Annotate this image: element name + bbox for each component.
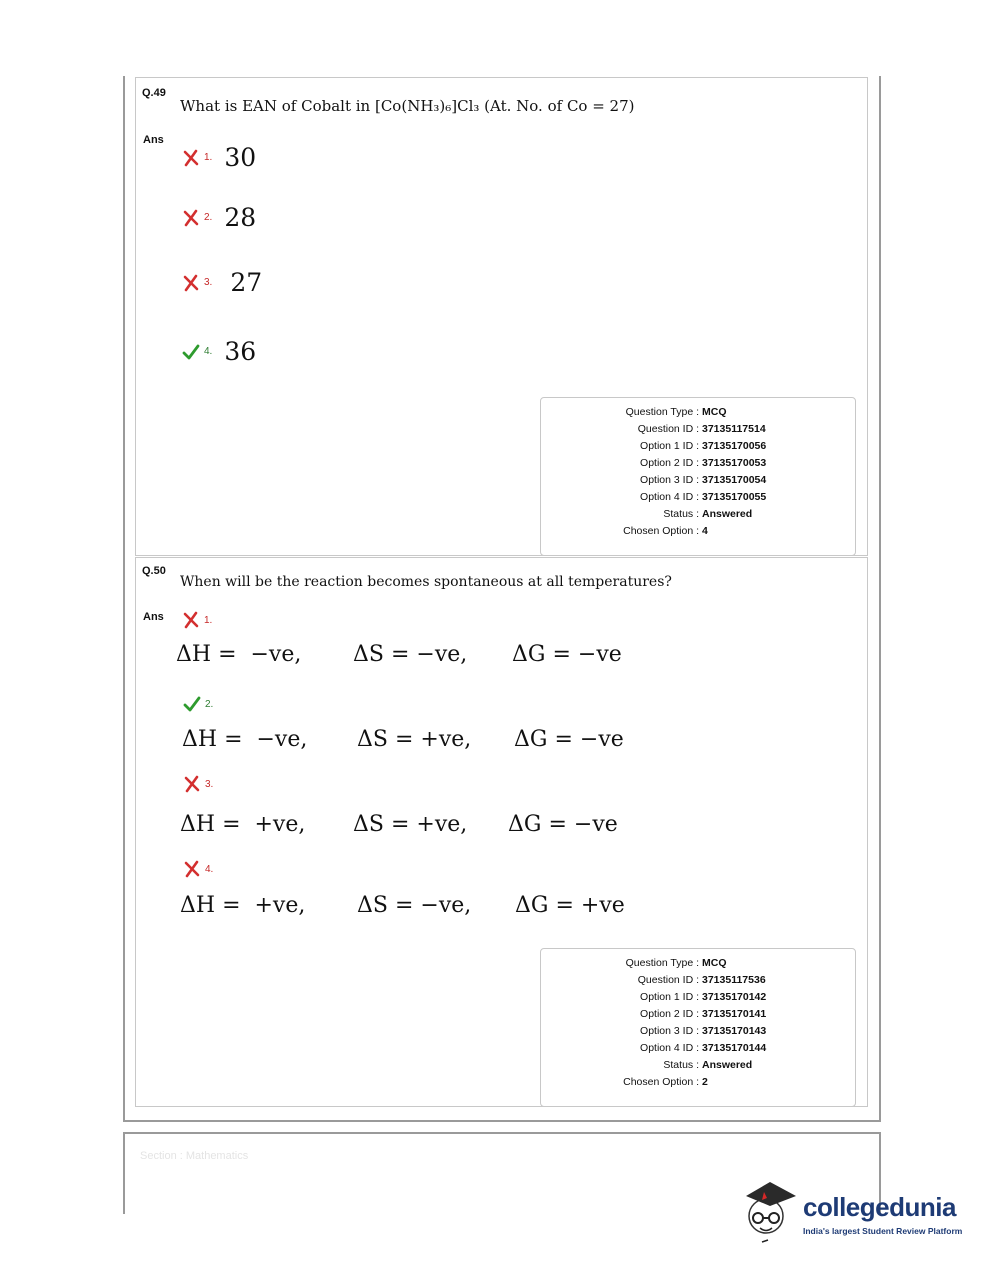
meta-row: Chosen Option : 2 xyxy=(623,1076,708,1088)
delta-h: ΔH = +ve, xyxy=(180,812,306,837)
question-number: Q.50 xyxy=(142,565,166,577)
option-number: 1. xyxy=(204,614,213,626)
option-2-marker xyxy=(183,695,213,713)
option-value: 27 xyxy=(230,268,263,297)
cross-icon xyxy=(183,860,201,878)
option-3-marker xyxy=(183,775,213,793)
option-1 xyxy=(182,143,256,172)
brand-name: collegedunia xyxy=(803,1192,956,1222)
meta-row: Option 3 ID : 37135170143 xyxy=(640,1025,767,1037)
delta-s: ΔS = −ve, xyxy=(357,893,472,918)
option-4-marker xyxy=(183,860,213,878)
cross-icon xyxy=(182,149,200,167)
meta-row: Chosen Option : 4 xyxy=(623,525,708,537)
cross-icon xyxy=(182,274,200,292)
meta-row: Option 2 ID : 37135170053 xyxy=(640,457,767,469)
delta-g: ΔG = +ve xyxy=(515,893,625,918)
option-value: 28 xyxy=(224,203,257,232)
delta-g: ΔG = −ve xyxy=(514,727,624,752)
meta-row: Question ID : 37135117514 xyxy=(637,423,766,435)
cross-icon xyxy=(182,611,200,629)
meta-row: Option 1 ID : 37135170056 xyxy=(640,440,767,452)
meta-row: Option 4 ID : 37135170055 xyxy=(640,491,767,503)
question-text: When will be the reaction becomes spontaneous at all temperatures? xyxy=(180,574,672,590)
option-1-marker xyxy=(182,611,212,629)
brand-tagline: India's largest Student Review Platform xyxy=(803,1226,963,1236)
check-icon xyxy=(183,695,201,713)
option-number: 2. xyxy=(205,698,214,710)
delta-h: ΔH = −ve, xyxy=(182,727,308,752)
meta-row: Question Type : MCQ xyxy=(625,957,727,969)
meta-row: Option 2 ID : 37135170141 xyxy=(640,1008,767,1020)
option-number: 3. xyxy=(205,778,214,790)
meta-row: Question ID : 37135117536 xyxy=(637,974,766,986)
cross-icon xyxy=(182,209,200,227)
meta-row: Question Type : MCQ xyxy=(625,406,727,418)
meta-row: Option 3 ID : 37135170054 xyxy=(640,474,767,486)
question-number: Q.49 xyxy=(142,87,166,99)
option-number: 4. xyxy=(204,346,213,357)
answer-label: Ans xyxy=(143,134,164,146)
option-4 xyxy=(182,337,256,366)
option-number: 4. xyxy=(205,863,214,875)
option-2 xyxy=(182,203,256,232)
meta-row: Status : Answered xyxy=(663,508,753,520)
meta-row: Status : Answered xyxy=(663,1059,753,1071)
delta-s: ΔS = +ve, xyxy=(353,812,468,837)
delta-g: ΔG = −ve xyxy=(508,812,618,837)
delta-g: ΔG = −ve xyxy=(512,642,622,667)
delta-s: ΔS = −ve, xyxy=(353,642,468,667)
question-meta-box xyxy=(540,948,856,1107)
cross-icon xyxy=(183,775,201,793)
option-number: 1. xyxy=(204,152,213,163)
check-icon xyxy=(182,343,200,361)
option-number: 2. xyxy=(204,212,213,223)
question-meta-box xyxy=(540,397,856,556)
option-value: 30 xyxy=(224,143,257,172)
answer-label: Ans xyxy=(143,611,164,623)
meta-row: Option 4 ID : 37135170144 xyxy=(640,1042,767,1054)
delta-s: ΔS = +ve, xyxy=(357,727,472,752)
option-3 xyxy=(182,268,262,297)
option-value: 36 xyxy=(224,337,257,366)
delta-h: ΔH = +ve, xyxy=(180,893,306,918)
section-title: Section : Mathematics xyxy=(140,1150,249,1162)
question-text: What is EAN of Cobalt in [Co(NH₃)₆]Cl₃ (At. No. of Co = 27) xyxy=(180,97,635,115)
option-number: 3. xyxy=(204,277,213,288)
meta-row: Option 1 ID : 37135170142 xyxy=(640,991,767,1003)
delta-h: ΔH = −ve, xyxy=(176,642,302,667)
